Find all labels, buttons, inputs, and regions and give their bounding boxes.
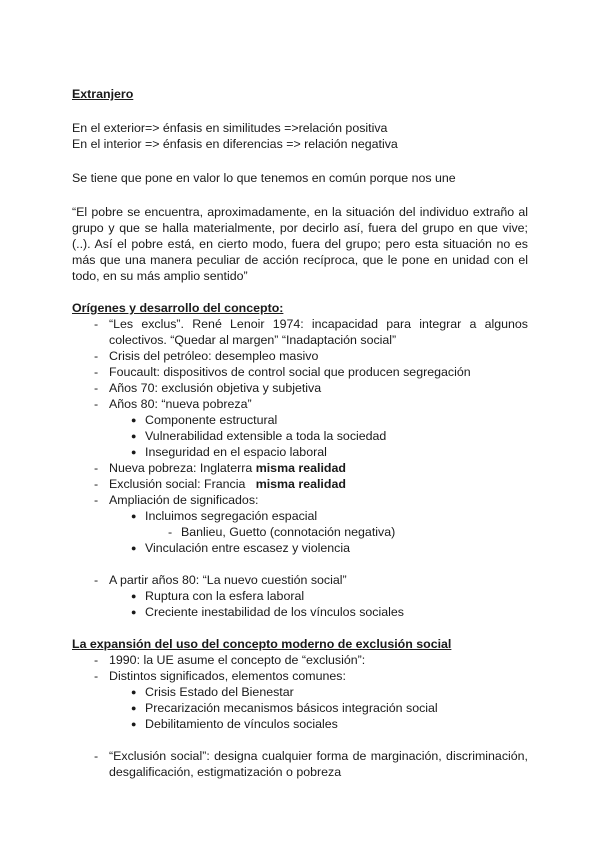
sub-list-item-text: Componente estructural (145, 413, 278, 427)
list-item (72, 652, 528, 668)
sub-list-item (72, 428, 528, 444)
list-item (72, 668, 528, 684)
quote-paragraph: “El pobre se encuentra, aproximadamente, en la situación del individuo extraño al grupo y que se halla materialmente, por decirlo así, fuera del grupo en que vive; (..). Así el pobre está, en cierto modo, fuera del grupo; pero esta situación no es más que una manera peculiar de acción recíproca, que le pone en unidad con el todo, en su más amplio sentido” (72, 205, 528, 283)
list-item-text (109, 476, 528, 492)
text-interior: En el interior => énfasis en diferencias => relación negativa (72, 137, 398, 151)
sub-list-item (72, 684, 528, 700)
dash-marker: - (94, 749, 99, 763)
list-item (72, 364, 528, 380)
sub-list-item (72, 508, 528, 524)
dash-marker: - (94, 317, 99, 331)
dash-marker: - (94, 397, 99, 411)
sub-list-item-text: Vulnerabilidad extensible a toda la sociedad (145, 429, 387, 443)
list-item-text: Distintos significados, elementos comunes: (109, 669, 346, 683)
dash-marker: - (94, 653, 99, 667)
list-item (72, 572, 528, 588)
list-item-text: “Les exclus”. René Lenoir 1974: incapacidad para integrar a algunos colectivos. “Quedar al margen” “Inadaptación social” (109, 317, 528, 347)
sub-list-item-text: Debilitamiento de vínculos sociales (145, 717, 338, 731)
sub-list-item-text: Precarización mecanismos básicos integración social (145, 701, 438, 715)
list-item (72, 380, 528, 396)
sub-list-item (72, 444, 528, 460)
list-item-plain-text: Exclusión social: Francia (109, 477, 256, 491)
list-item-text: Foucault: dispositivos de control social que producen segregación (109, 365, 471, 379)
section-title-extranjero: Extranjero (72, 87, 134, 101)
sub-list-item (72, 540, 528, 556)
list-item-bold-text: misma realidad (255, 477, 346, 491)
bullet-marker: ● (131, 591, 137, 601)
bullet-marker: ● (131, 415, 137, 425)
dash-marker: - (168, 525, 173, 539)
dash-marker: - (94, 477, 99, 491)
dash-marker: - (94, 365, 99, 379)
bullet-marker: ● (131, 431, 137, 441)
dash-marker: - (94, 669, 99, 683)
list-item (72, 316, 528, 348)
text-exterior: En el exterior=> énfasis en similitudes =>relación positiva (72, 121, 388, 135)
sub-list-item-text: Incluimos segregación espacial (145, 509, 318, 523)
dash-marker: - (94, 461, 99, 475)
list-item (72, 476, 528, 492)
bullet-marker: ● (131, 687, 137, 697)
list-item-text: “Exclusión social”: designa cualquier forma de marginación, discriminación, desgalificación, estigmatización o pobreza (109, 749, 528, 779)
sub-list-item-text: Creciente inestabilidad de los vínculos sociales (145, 605, 404, 619)
list-item-text: Años 80: “nueva pobreza” (109, 397, 252, 411)
dash-marker: - (94, 493, 99, 507)
section-title-origenes: Orígenes y desarrollo del concepto: (72, 301, 284, 315)
list-item-text: Ampliación de significados: (109, 493, 259, 507)
sub-list-item (72, 604, 528, 620)
list-item-text: A partir años 80: “La nuevo cuestión social” (109, 573, 347, 587)
bullet-marker: ● (131, 607, 137, 617)
sub-list-item-text: Crisis Estado del Bienestar (145, 685, 294, 699)
list-item-bold-text: misma realidad (255, 461, 346, 475)
list-item (72, 492, 528, 508)
sub-list-item-text: Ruptura con la esfera laboral (145, 589, 305, 603)
section-title-expansion: La expansión del uso del concepto moderno de exclusión social (72, 637, 452, 651)
dash-marker: - (94, 573, 99, 587)
list-item (72, 396, 528, 412)
list-item (72, 748, 528, 780)
text-comun: Se tiene que pone en valor lo que tenemos en común porque nos une (72, 171, 456, 185)
dash-marker: - (94, 349, 99, 363)
sub-list-item (72, 412, 528, 428)
bullet-marker: ● (131, 719, 137, 729)
bullet-marker: ● (131, 511, 137, 521)
sub-list-item (72, 588, 528, 604)
list-item (72, 348, 528, 364)
sub-list-item (72, 700, 528, 716)
dash-marker: - (94, 381, 99, 395)
list-item (72, 460, 528, 476)
list-item-text: Crisis del petróleo: desempleo masivo (109, 349, 319, 363)
bullet-marker: ● (131, 447, 137, 457)
list-item-text: 1990: la UE asume el concepto de “exclusión”: (109, 653, 366, 667)
list-item-plain-text: Nueva pobreza: Inglaterra (109, 461, 256, 475)
sub-sub-list-item-text: Banlieu, Guetto (connotación negativa) (181, 525, 396, 539)
bullet-marker: ● (131, 543, 137, 553)
sub-sub-list-item (72, 524, 528, 540)
list-item-text: Años 70: exclusión objetiva y subjetiva (109, 381, 322, 395)
bullet-marker: ● (131, 703, 137, 713)
sub-list-item (72, 716, 528, 732)
sub-list-item-text: Inseguridad en el espacio laboral (145, 445, 327, 459)
list-item-text (109, 460, 528, 476)
sub-list-item-text: Vinculación entre escasez y violencia (145, 541, 351, 555)
